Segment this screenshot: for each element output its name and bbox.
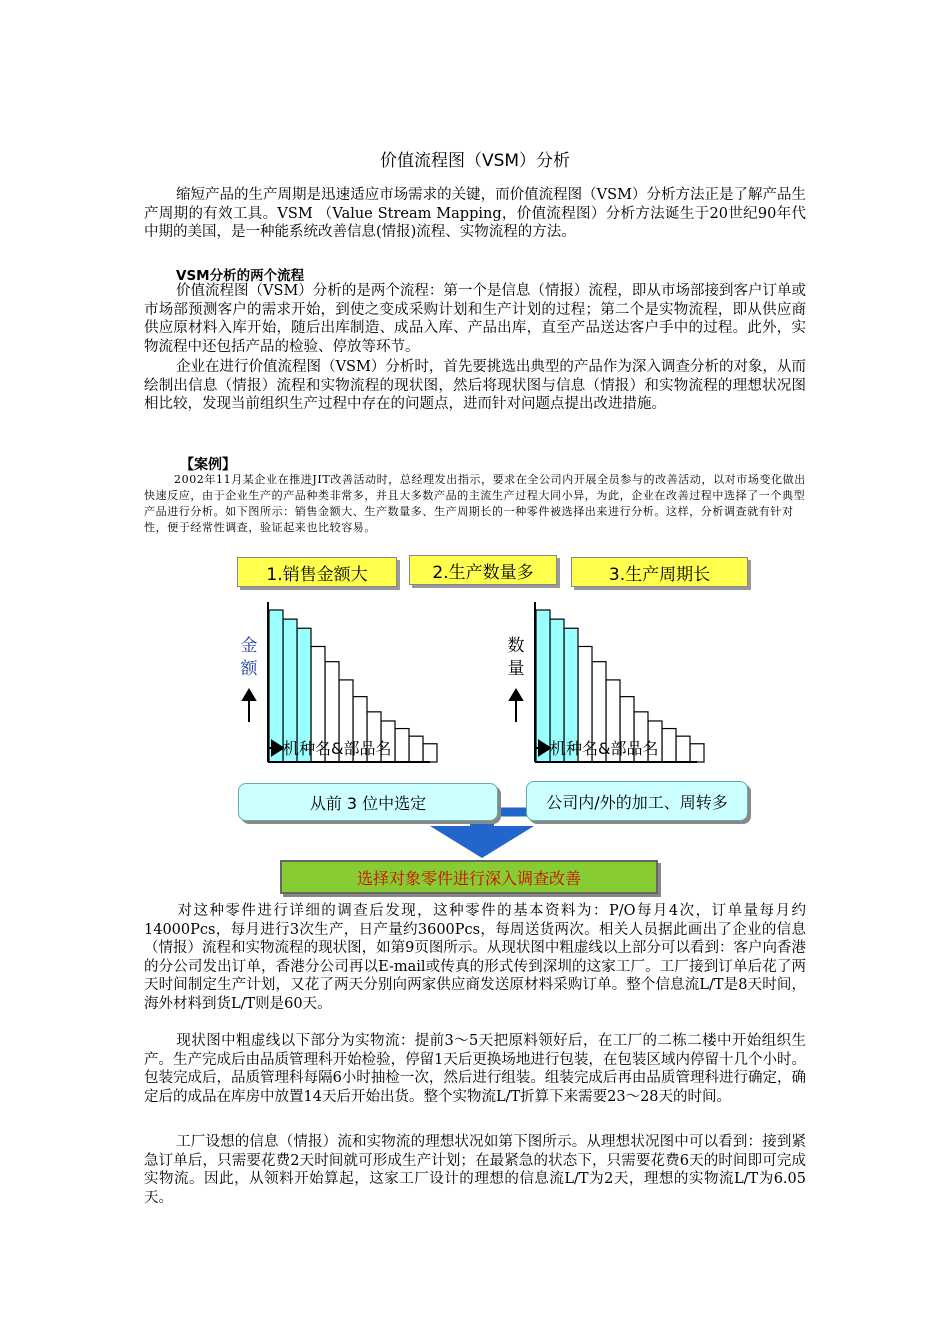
ylabel-right-1: 数: [507, 636, 525, 656]
bar-amount-1: [269, 610, 283, 762]
section-paragraph-2: [144, 358, 806, 414]
xlabel-left: 机种名&部品名: [283, 739, 392, 758]
ylabel-right-2: 量: [507, 659, 525, 679]
bar-quantity-10: [662, 729, 676, 762]
pareto-chart-amount: [241, 602, 438, 762]
pareto-chart-quantity: [508, 602, 705, 762]
box-top3: 从前 3 位中选定: [238, 783, 498, 821]
selection-figure: [230, 550, 760, 900]
section-p1-text: 价值流程图（VSM）分析的是两个流程：第一个是信息（情报）流程，即从市场部接到客户订单或市场部预测客户的需求开始，到使之变成采购计划和生产计划的过程；第二个是实物流程，即从供应商供应原材料入库开始，随后出库制造、成品入库、产品出库，直至产品送达客户手中的过程。此外，实物流程中还包括产品的检验、停放等环节。: [144, 283, 806, 355]
body-paragraph-3: [144, 1133, 806, 1207]
bar-quantity-12: [690, 744, 704, 762]
section-p2-text: 企业在进行价值流程图（VSM）分析时，首先要挑选出典型的产品作为深入调查分析的对象，从而绘制出信息（情报）流程和实物流程的现状图，然后将现状图与信息（情报）和实物流程的理想状况图相比较，发现当前组织生产过程中存在的问题点，进而针对问题点提出改进措施。: [144, 359, 806, 412]
case-heading: 【案例】: [180, 457, 236, 473]
body-p2-text: 现状图中粗虚线以下部分为实物流：提前3～5天把原料领好后，在工厂的二栋二楼中开始组织生产。生产完成后由品质管理科开始检验，停留1天后更换场地进行包装，在包装区域内停留十几个小时。包装完成后，品质管理科每隔6小时抽检一次，然后进行组装。组装完成后再由品质管理科进行确定，确定后的成品在库房中放置14天后开始出货。整个实物流L/T折算下来需要23～28天的时间。: [144, 1033, 806, 1105]
xlabel-right: 机种名&部品名: [550, 739, 659, 758]
body-paragraph-2: [144, 1032, 806, 1106]
ylabel-left-2: 额: [240, 659, 258, 679]
bar-amount-11: [409, 736, 423, 762]
body-p3-text: 工厂设想的信息（情报）流和实物流的理想状况如第下图所示。从理想状况图中可以看到：接到紧急订单后，只需要花费2天时间就可形成生产计划；在最紧急的状态下，只需要花费6天的时间即可完成实物流。因此，从领料开始算起，这家工厂设计的理想的信息流L/T为2天，理想的实物流L/T为6.05天。: [144, 1134, 806, 1206]
bar-amount-12: [423, 744, 437, 762]
pareto-charts: [230, 550, 760, 900]
criterion-production-quantity: 2.生产数量多: [409, 555, 557, 585]
case-paragraph: [144, 472, 814, 536]
ylabel-left-arrow: [243, 690, 255, 722]
bar-quantity-1: [536, 610, 550, 762]
section-heading: VSM分析的两个流程: [176, 268, 305, 284]
ylabel-left-1: 金: [240, 636, 258, 656]
case-text: 2002年11月某企业在推进JIT改善活动时，总经理发出指示，要求在全公司内开展全员参与的改善活动，以对市场变化做出快速反应，由于企业生产的产品种类非常多，并且大多数产品的主流生产过程大同小异，为此，企业在改善过程中选择了一个典型产品进行分析。如下图所示：销售金额大、生产数量多、生产周期长的一种零件被选择出来进行分析。这样，分析调查就有针对性，便于经常性调查，验证起来也比较容易。: [144, 473, 806, 534]
intro-paragraph: [144, 186, 806, 242]
result-box: 选择对象零件进行深入调查改善: [280, 860, 658, 894]
bar-quantity-11: [676, 736, 690, 762]
section-paragraph-1: [144, 282, 806, 356]
ylabel-right-arrow: [510, 690, 522, 722]
criterion-production-cycle: 3.生产周期长: [571, 557, 748, 587]
criterion-sales-amount: 1.销售金额大: [237, 557, 397, 587]
body-p1-text: 对这种零件进行详细的调查后发现，这种零件的基本资料为：P/O每月4次，订单量每月约14000Pcs，每月进行3次生产，日产量约3600Pcs，每周送货两次。相关人员据此画出了企业的信息（情报）流程和实物流程的现状图，如第9页图所示。从现状图中粗虚线以上部分可以看到：客户向香港的分公司发出订单，香港分公司再以E-mail或传真的形式传到深圳的这家工厂。工厂接到订单后花了两天时间制定生产计划，又花了两天分别向两家供应商发送原材料采购订单。整个信息流L/T是8天时间，海外材料到货L/T则是60天。: [144, 903, 806, 1012]
intro-text: 缩短产品的生产周期是迅速适应市场需求的关键，而价值流程图（VSM）分析方法正是了解产品生产周期的有效工具。VSM （Value Stream Mapping，价值流程图）分析方法诞生于20世纪90年代中期的美国，是一种能系统改善信息(情报)流程、实物流程的方法。: [144, 187, 806, 240]
bar-amount-10: [395, 729, 409, 762]
body-paragraph-1: [144, 902, 806, 1013]
box-processing: 公司内/外的加工、周转多: [526, 781, 748, 821]
page-title: 价值流程图（VSM）分析: [379, 151, 571, 171]
down-arrow: [430, 816, 534, 858]
